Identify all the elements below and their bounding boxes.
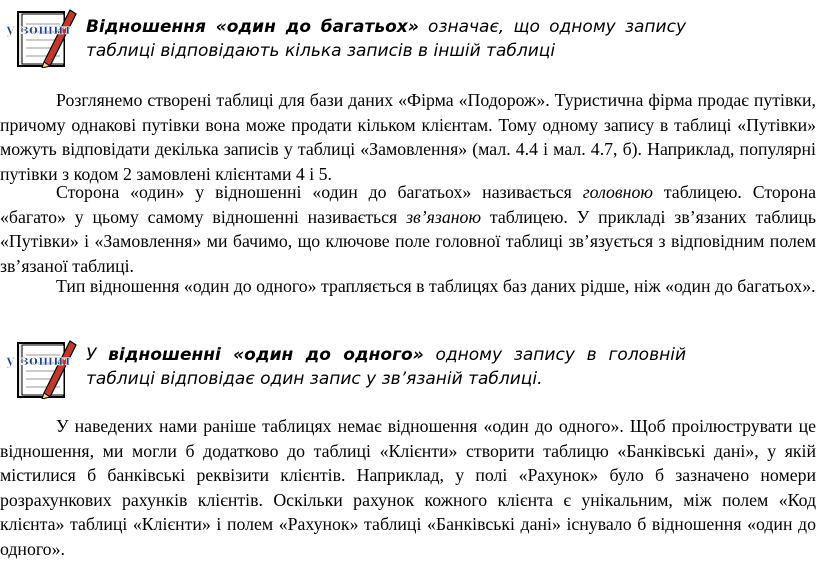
callout-prefix: У <box>86 345 109 365</box>
callout-term: відношенні «один до одного» <box>108 345 424 365</box>
callout-rest: означає, що одному запису таблиці відповідають кілька записів в іншій таблиці <box>86 17 686 61</box>
paragraph-text: Сторона «один» у відношенні «один до багатьох» називається <box>56 182 583 202</box>
definition-callout-one-to-many <box>0 0 816 90</box>
term-main-table: головною <box>582 182 653 202</box>
callout-definition-text <box>86 343 686 391</box>
paragraph-one-to-one-rarity: Тип відношення «один до одного» трапляється в таблицях баз даних рідше, ніж «один до багатьох». <box>56 276 816 296</box>
notebook-icon <box>4 4 78 68</box>
notebook-icon <box>4 335 78 399</box>
svg-text:у зошит: у зошит <box>6 22 73 38</box>
paragraph-bank-example: У наведених нами раніше таблицях немає відношення «один до одного». Щоб проілюструвати це відношення, ми могли б додатково до таблиці «Клієнти» створити таблицю «Банківські дані», у якій містилися б банківські реквізити клієнтів. Наприклад, у полі «Рахунок» було б зазначено номери розрахункових рахунків клієнтів. Оскільки рахунок кожного клієнта є унікальним, між полем «Код клієнта» таблиці «Клієнти» і полем «Рахунок» таблиці «Банківські дані» існувало б відношення «один до одного». <box>0 416 816 559</box>
definition-callout-one-to-one <box>0 335 816 395</box>
callout-rest: одному запису в головній таблиці відповідає один запис у зв’язаній таблиці. <box>86 345 686 389</box>
svg-text:у зошит: у зошит <box>6 353 73 369</box>
paragraph-sides <box>0 180 816 278</box>
paragraph-text: таблицею. Сторона «багато» у цьому самому відношенні називається <box>0 182 816 227</box>
paragraph-text: таблицею. У прикладі зв’язаних таблиць «Путівки» і «Замовлення» ми бачимо, що ключове поле головної таблиці зв’язується з відповідним полем зв’язаної таблиці. <box>0 206 816 276</box>
callout-definition-text <box>86 15 686 63</box>
paragraph-example: Розглянемо створені таблиці для бази даних «Фірма «Подорож». Туристична фірма продає путівки, причому однакові путівки вона може продати кільком клієнтам. Тому одному запису в таблиці «Путівки» можуть відповідати декілька записів у таблиці «Замовлення» (мал. 4.4 і мал. 4.7, б). Наприклад, популярні путівки з кодом 2 замовлені клієнтами 4 і 5. <box>0 90 816 184</box>
callout-term: Відношення «один до багатьох» <box>86 17 419 37</box>
term-linked-table: зв’язаною <box>406 206 481 227</box>
